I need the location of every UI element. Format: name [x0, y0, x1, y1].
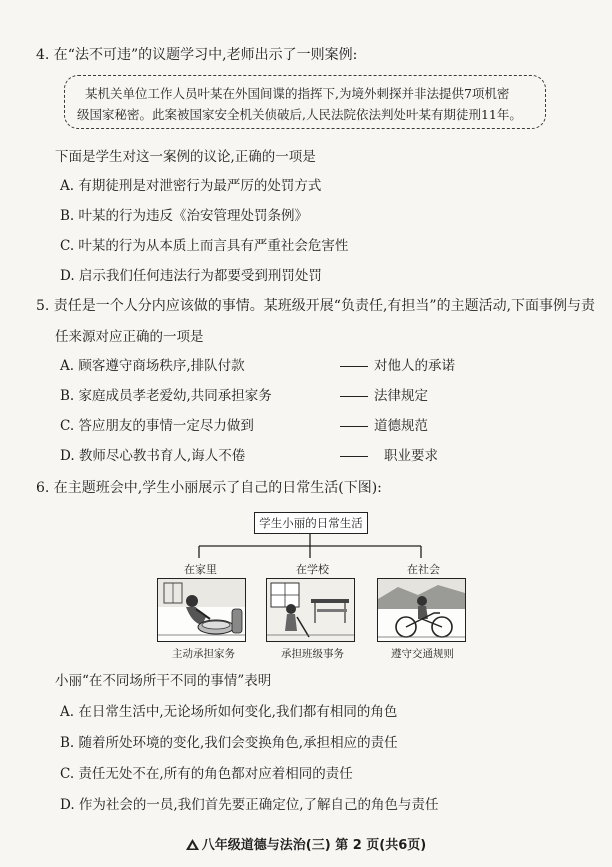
case-line-2: 级国家秘密。此案被国家安全机关侦破后,人民法院依法判处叶某有期徒刑11年。: [77, 107, 522, 122]
q6-prompt: 小丽“在不同场所干不同的事情”表明: [55, 673, 272, 689]
q4-prompt: 下面是学生对这一案例的议论,正确的一项是: [55, 149, 316, 165]
q6-option-d[interactable]: D. 作为社会的一员,我们首先要正确定位,了解自己的角色与责任: [60, 797, 439, 813]
q4-option-d[interactable]: D. 启示我们任何违法行为都要受到刑罚处罚: [60, 268, 322, 284]
home-housework-illustration: [157, 578, 246, 642]
q4-option-b[interactable]: B. 叶某的行为违反《治安管理处罚条例》: [60, 208, 309, 224]
panel-label-home: 在家里: [184, 563, 217, 576]
q6-option-a[interactable]: A. 在日常生活中,无论场所如何变化,我们都有相同的角色: [60, 704, 398, 720]
school-duty-illustration: [266, 578, 355, 642]
q4-stem: 4. 在“法不可违”的议题学习中,老师出示了一则案例:: [36, 47, 358, 63]
q4-option-a[interactable]: A. 有期徒刑是对泄密行为最严厉的处罚方式: [60, 178, 322, 194]
page-footer: [0, 834, 612, 853]
q6-option-c[interactable]: C. 责任无处不在,所有的角色都对应着相同的责任: [60, 766, 353, 782]
case-line-1: 某机关单位工作人员叶某在外国间谍的指挥下,为境外刺探并非法提供7项机密: [85, 86, 510, 101]
caption-home: 主动承担家务: [172, 648, 235, 660]
caption-school: 承担班级事务: [281, 648, 344, 660]
panel-label-school: 在学校: [296, 563, 329, 576]
society-traffic-illustration: [377, 578, 466, 642]
q6-stem: 6. 在主题班会中,学生小丽展示了自己的日常生活(下图):: [36, 480, 382, 496]
q4-option-c[interactable]: C. 叶某的行为从本质上而言具有严重社会危害性: [60, 238, 349, 254]
q5-stem-line-2: 任来源对应正确的一项是: [55, 329, 204, 345]
caption-society: 遵守交通规则: [391, 648, 454, 660]
diagram-title: 学生小丽的日常生活: [254, 512, 368, 534]
footer-text: 八年级道德与法治(三) 第 2 页(共6页): [201, 838, 427, 853]
q6-option-b[interactable]: B. 随着所处环境的变化,我们会变换角色,承担相应的责任: [60, 735, 398, 751]
q5-stem-line-1: 5. 责任是一个人分内应该做的事情。某班级开展“负责任,有担当”的主题活动,下面事例与责: [36, 298, 596, 314]
triangle-logo-icon: [186, 839, 199, 850]
panel-label-society: 在社会: [407, 563, 440, 576]
